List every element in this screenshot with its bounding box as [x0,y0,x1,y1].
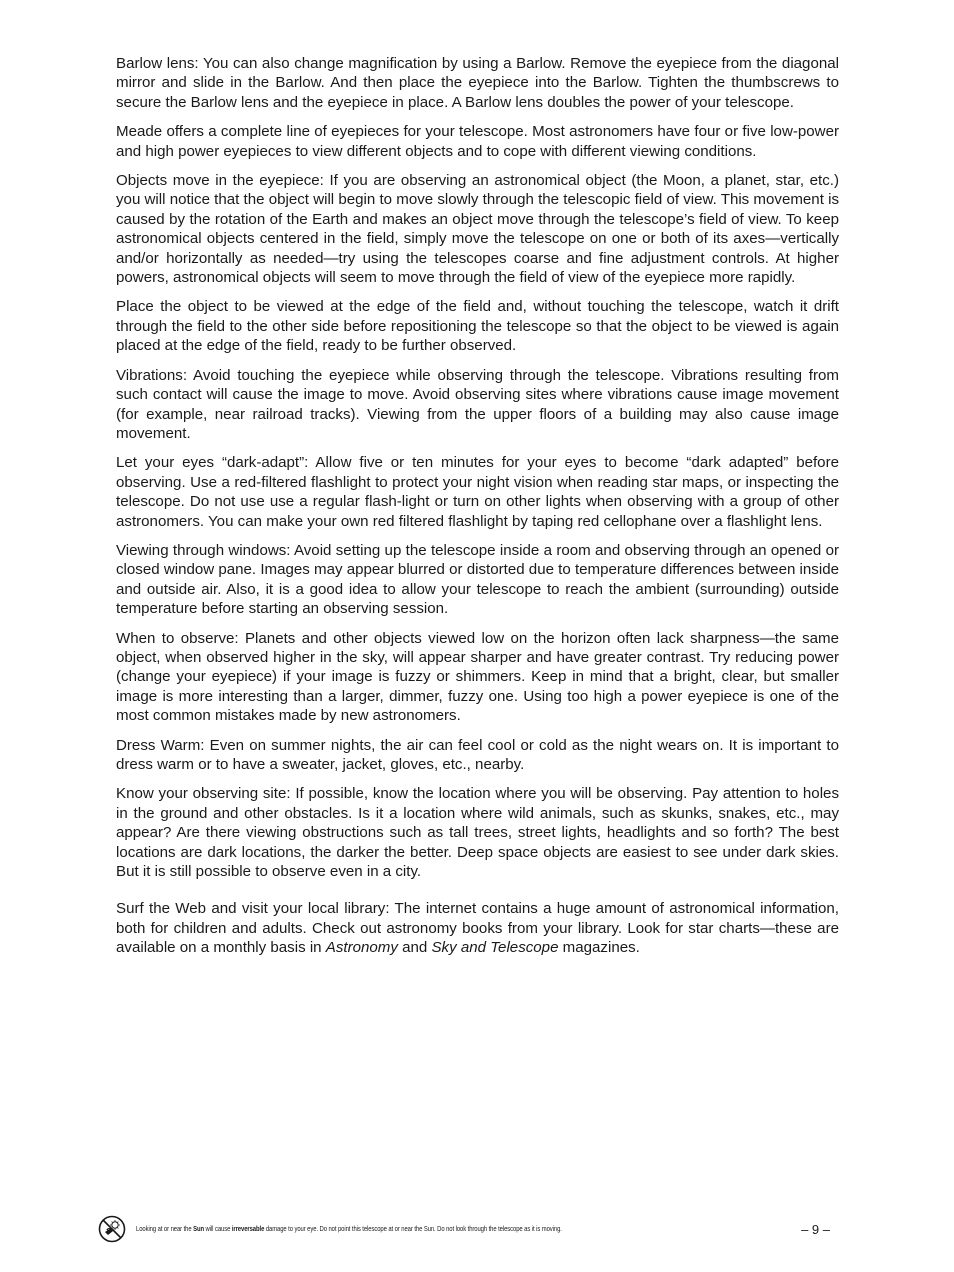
paragraph-place-object: Place the object to be viewed at the edge of the field and, without touching the telescope, watch it drift through the field to the other side before repositioning the telescope so that the object to be viewed is again placed at the edge of the field, ready to be further observed. [116,298,839,355]
paragraph-dress-warm: Dress Warm: Even on summer nights, the air can feel cool or cold as the night wears on. It is important to dress warm or to have a sweater, jacket, gloves, etc., nearby. [116,736,839,773]
paragraph-eyepiece-line: Meade offers a complete line of eyepieces for your telescope. Most astronomers have four or five low-power and high power eyepieces to view different objects and to cope with different viewing conditions. [116,123,839,160]
sun-warning-text [136,1224,562,1233]
warning-text-end: damage to your eye. Do not point this telescope at or near the Sun. Do not look through the telescope as it is moving. [264,1224,562,1233]
paragraph-dark-adapt: Let your eyes “dark-adapt”: Allow five or ten minutes for your eyes to become “dark adapted” before observing. Use a red-filtered flashlight to protect your night vision when reading star maps, or inspecting the telescope. Do not use use a regular flash-light or turn on other lights when observing with a group of other astronomers. You can make your own red filtered flashlight by taping red cellophane over a flashlight lens. [116,454,839,530]
warning-text-start: Looking at or near the [136,1224,194,1233]
paragraph-barlow-lens: Barlow lens: You can also change magnification by using a Barlow. Remove the eyepiece from the diagonal mirror and slide in the Barlow. And then place the eyepiece into the Barlow. Tighten the thumbscrews to secure the Barlow lens and the eyepiece in place. A Barlow lens doubles the power of your telescope. [116,55,839,111]
page-number: – 9 – [801,1222,830,1237]
surf-text-part2: and [397,939,432,957]
no-sun-viewing-icon [98,1215,126,1243]
paragraph-objects-move: Objects move in the eyepiece: If you are observing an astronomical object (the Moon, a planet, star, etc.) you will notice that the object will begin to move slowly through the telescopic field of view. This movement is caused by the rotation of the Earth and makes an object move through the telescope’s field of view. To keep astronomical objects centered in the field, simply move the telescope on one or both of its axes—vertically and/or horizontally as needed—try using the telescopes coarse and fine adjustment controls. At higher powers, astronomical objects will seem to move through the field of view of the eyepiece more rapidly. [116,172,839,287]
surf-text-part1: Surf the Web and visit your local library: The internet contains a huge amount of astronomical information, both for children and adults. Check out astronomy books from your library. Look for star charts—these are available on a monthly basis in [116,900,839,957]
paragraph-viewing-windows: Viewing through windows: Avoid setting up the telescope inside a room and observing through an opened or closed window pane. Images may appear blurred or distorted due to temperature differences between inside and outside air. Also, it is a good idea to allow your telescope to reach the ambient (surrounding) outside temperature before starting an observing session. [116,541,839,618]
magazine-sky-and-telescope: Sky and Telescope [431,939,559,957]
page-footer [98,1215,838,1247]
page-body [116,54,839,968]
paragraph-observing-site: Know your observing site: If possible, know the location where you will be observing. Pay attention to holes in the ground and other obstacles. Is it a location where wild animals, such as skunks, snakes, etc., may appear? Are there viewing obstructions such as tall trees, street lights, headlights and so forth? The best locations are dark locations, the darker the better. Deep space objects are easiest to see under dark skies. But it is still possible to observe even in a city. [116,785,839,881]
magazine-astronomy: Astronomy [325,939,398,957]
warning-irreversable-word: irreversable [231,1224,265,1233]
surf-text-part3: magazines. [558,939,640,957]
paragraph-when-to-observe: When to observe: Planets and other objects viewed low on the horizon often lack sharpness—the same object, when observed higher in the sky, will appear sharper and have greater contrast. Try reducing power (change your eyepiece) if your image is fuzzy or shimmers. Keep in mind that a bright, clear, but smaller image is more interesting than a larger, dimmer, fuzzy one. Using too high a power eyepiece is one of the most common mistakes made by new astronomers. [116,629,839,725]
paragraph-vibrations: Vibrations: Avoid touching the eyepiece while observing through the telescope. Vibrations resulting from such contact will cause the image to move. Avoid observing sites where vibrations cause image movement (for example, near railroad tracks). Viewing from the upper floors of a building may also cause image movement. [116,366,839,442]
warning-text-middle: will cause [203,1224,232,1233]
paragraph-surf-the-web [116,899,839,957]
warning-sun-word: Sun [193,1224,204,1233]
